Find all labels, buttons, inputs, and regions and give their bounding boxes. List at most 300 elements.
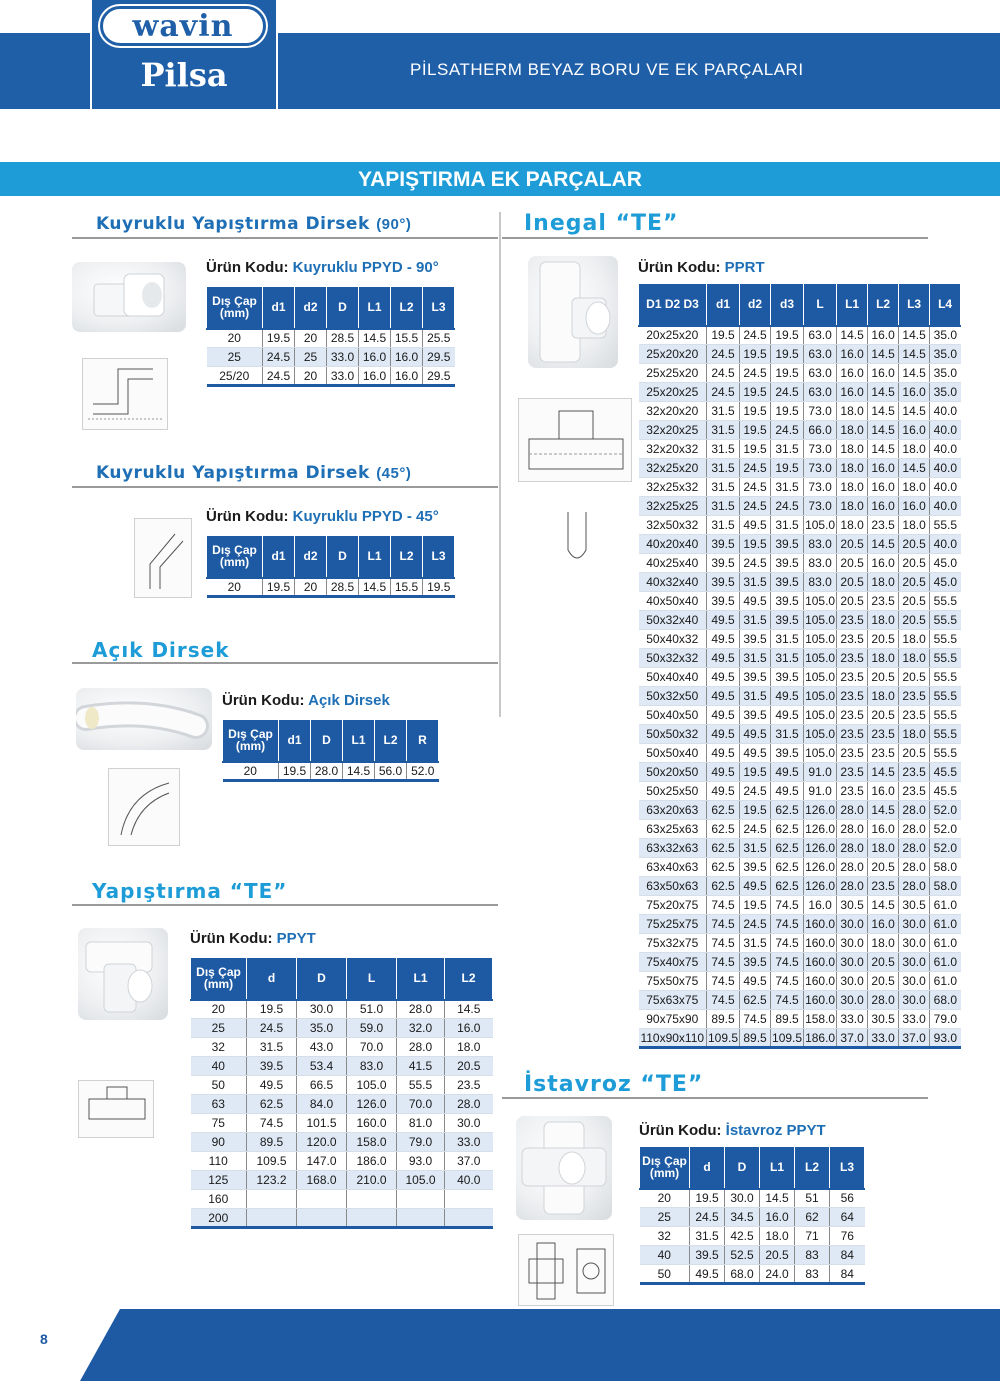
table-cell: 71 [795, 1227, 830, 1246]
table-cell: 18.0 [899, 440, 930, 459]
table-cell: 39.5 [707, 592, 740, 611]
table-row [639, 668, 961, 687]
column-header: d [247, 958, 297, 1000]
table-cell [347, 1209, 397, 1228]
table-cell: 30.5 [868, 1010, 899, 1029]
table-cell: 39.5 [247, 1057, 297, 1076]
table-cell: 89.5 [247, 1133, 297, 1152]
kd45-title [96, 463, 411, 483]
ppyt-code [190, 930, 316, 947]
table-cell: 49.5 [740, 972, 771, 991]
table-row [639, 744, 961, 763]
table-cell: 23.5 [868, 744, 899, 763]
table-cell: 39.5 [771, 592, 804, 611]
table-cell: 63x25x63 [639, 820, 707, 839]
table-cell: 32x20x20 [639, 402, 707, 421]
table-cell: 74.5 [707, 972, 740, 991]
table-cell: 56 [830, 1189, 865, 1208]
table-row [639, 402, 961, 421]
table-cell: 75x40x75 [639, 953, 707, 972]
table-cell: 126.0 [804, 801, 837, 820]
table-cell: 74.5 [771, 934, 804, 953]
table-cell [397, 1209, 445, 1228]
table-cell: 63x40x63 [639, 858, 707, 877]
table-cell: 33.0 [327, 367, 359, 386]
table-row [207, 367, 455, 386]
table-cell: 83 [795, 1246, 830, 1265]
table-cell: 28.5 [327, 578, 359, 597]
kd90-technical-drawing-icon [83, 359, 169, 431]
table-row [640, 1265, 865, 1284]
table-cell: 39.5 [771, 744, 804, 763]
table-cell: 14.5 [868, 345, 899, 364]
table-cell: 14.5 [868, 402, 899, 421]
table-cell: 16.0 [445, 1019, 493, 1038]
table-cell: 31.5 [707, 459, 740, 478]
table-row [639, 1010, 961, 1029]
table-cell: 83.0 [804, 554, 837, 573]
pprt-photo [528, 256, 618, 368]
table-cell: 20 [223, 762, 279, 781]
kd90-drawing [82, 358, 168, 430]
table-cell: 18.0 [899, 630, 930, 649]
ppyt-title: Yapıştırma “TE” [92, 879, 288, 903]
table-row [639, 535, 961, 554]
pprt-table-wrap [638, 283, 961, 1049]
table-cell: 61.0 [930, 934, 961, 953]
table-cell: 20.5 [868, 858, 899, 877]
table-cell: 32x25x25 [639, 497, 707, 516]
kd90-code-value: Kuyruklu PPYD - 90° [292, 259, 439, 276]
table-cell: 210.0 [347, 1171, 397, 1190]
table-row [191, 1095, 493, 1114]
table-cell: 62.5 [771, 858, 804, 877]
istavroz-title: İstavroz “TE” [524, 1072, 704, 1097]
table-cell: 64 [830, 1208, 865, 1227]
table-row [639, 326, 961, 345]
table-cell: 105.0 [347, 1076, 397, 1095]
table-cell: 75x25x75 [639, 915, 707, 934]
table-cell: 14.5 [868, 535, 899, 554]
table-row [639, 972, 961, 991]
table-cell: 37.0 [445, 1152, 493, 1171]
table-cell: 24.5 [740, 497, 771, 516]
ppyt-rule [72, 904, 498, 906]
table-cell [297, 1190, 347, 1209]
table-cell: 16.0 [359, 367, 391, 386]
table-row [639, 516, 961, 535]
table-row [639, 345, 961, 364]
table-row [639, 497, 961, 516]
table-row [191, 1171, 493, 1190]
table-cell: 28.5 [327, 329, 359, 348]
table-cell: 20.5 [868, 668, 899, 687]
table-cell: 51 [795, 1189, 830, 1208]
table-cell: 18.0 [868, 687, 899, 706]
kd45-code [206, 508, 439, 525]
table-row [639, 459, 961, 478]
table-cell: 49.5 [740, 744, 771, 763]
istavroz-code-value: İstavroz PPYT [725, 1122, 826, 1139]
table-cell: 30.0 [899, 953, 930, 972]
table-row [639, 383, 961, 402]
table-cell: 84 [830, 1246, 865, 1265]
table-cell: 89.5 [707, 1010, 740, 1029]
table-cell: 105.0 [804, 649, 837, 668]
table-header-row [207, 536, 455, 578]
table-cell: 55.5 [930, 592, 961, 611]
column-header: L2 [868, 284, 899, 326]
table-cell: 16.0 [868, 326, 899, 345]
table-cell: 24.5 [690, 1208, 725, 1227]
column-header: L2 [795, 1147, 830, 1189]
table-cell: 50 [191, 1076, 247, 1095]
table-cell [445, 1209, 493, 1228]
table-cell: 74.5 [247, 1114, 297, 1133]
table-cell: 186.0 [804, 1029, 837, 1048]
table-cell: 30.0 [837, 972, 868, 991]
pprt-section-drawing [562, 500, 592, 572]
table-cell: 62.5 [771, 801, 804, 820]
table-cell: 74.5 [771, 896, 804, 915]
column-header: L2 [391, 287, 423, 329]
table-row [639, 934, 961, 953]
table-cell: 32.0 [397, 1019, 445, 1038]
column-header: d1 [263, 536, 295, 578]
table-cell: 28.0 [445, 1095, 493, 1114]
table-cell: 28.0 [397, 1000, 445, 1019]
column-header: L1 [837, 284, 868, 326]
table-cell: 75x20x75 [639, 896, 707, 915]
table-cell: 25 [640, 1208, 690, 1227]
column-header: d1 [707, 284, 740, 326]
table-cell: 105.0 [804, 668, 837, 687]
table-cell: 52.0 [930, 839, 961, 858]
table-cell: 49.5 [740, 877, 771, 896]
table-cell: 40.0 [930, 459, 961, 478]
table-cell: 23.5 [868, 725, 899, 744]
table-cell: 31.5 [771, 630, 804, 649]
table-cell: 70.0 [347, 1038, 397, 1057]
table-cell: 16.0 [868, 478, 899, 497]
table-cell: 53.4 [297, 1057, 347, 1076]
table-cell: 83.0 [804, 535, 837, 554]
column-header: L1 [397, 958, 445, 1000]
table-cell: 31.5 [771, 649, 804, 668]
table-cell: 49.5 [707, 706, 740, 725]
table-cell: 28.0 [837, 839, 868, 858]
table-cell: 31.5 [707, 421, 740, 440]
table-cell: 50x50x32 [639, 725, 707, 744]
table-cell: 90x75x90 [639, 1010, 707, 1029]
table-cell: 73.0 [804, 440, 837, 459]
table-cell: 105.0 [804, 611, 837, 630]
table-cell: 14.5 [868, 801, 899, 820]
table-cell: 28.0 [899, 877, 930, 896]
table-cell: 20.5 [899, 592, 930, 611]
table-cell: 62.5 [707, 820, 740, 839]
table-cell: 20 [640, 1189, 690, 1208]
table-cell: 89.5 [771, 1010, 804, 1029]
table-cell: 20.5 [899, 611, 930, 630]
table-cell: 20.5 [837, 592, 868, 611]
table-cell: 23.5 [868, 516, 899, 535]
wavin-logo: wavin [100, 6, 266, 46]
table-cell: 74.5 [771, 953, 804, 972]
column-header: L1 [359, 287, 391, 329]
elbow-90-icon [72, 262, 186, 332]
table-cell: 31.5 [707, 497, 740, 516]
table-cell: 39.5 [771, 611, 804, 630]
table-cell: 62.5 [771, 820, 804, 839]
istavroz-code-label: Ürün Kodu: [639, 1122, 722, 1139]
table-row [639, 877, 961, 896]
table-cell: 58.0 [930, 877, 961, 896]
table-cell: 28.0 [868, 991, 899, 1010]
table-cell: 83.0 [347, 1057, 397, 1076]
ppyt-photo [78, 928, 168, 1020]
table-row [639, 687, 961, 706]
ppyt-code-label: Ürün Kodu: [190, 930, 273, 947]
column-header: Dış Çap (mm) [191, 958, 247, 1000]
column-header: D [327, 536, 359, 578]
tee-icon [78, 928, 168, 1020]
table-cell: 24.5 [740, 915, 771, 934]
kd90-table [206, 286, 455, 387]
table-cell: 89.5 [740, 1029, 771, 1048]
table-cell: 20.5 [899, 554, 930, 573]
table-cell: 23.5 [837, 611, 868, 630]
table-cell: 19.5 [263, 578, 295, 597]
table-cell: 62.5 [771, 839, 804, 858]
table-cell: 39.5 [771, 554, 804, 573]
table-cell: 18.0 [837, 459, 868, 478]
table-cell: 74.5 [771, 972, 804, 991]
table-row [639, 554, 961, 573]
table-cell: 35.0 [930, 383, 961, 402]
table-cell: 20.5 [868, 630, 899, 649]
table-cell: 23.5 [837, 668, 868, 687]
kd45-technical-drawing-icon [135, 519, 193, 599]
table-cell: 75x63x75 [639, 991, 707, 1010]
table-cell: 16.0 [359, 348, 391, 367]
table-cell: 28.0 [899, 839, 930, 858]
table-cell: 62 [795, 1208, 830, 1227]
table-cell: 16.0 [391, 348, 423, 367]
table-cell: 19.5 [740, 896, 771, 915]
ppyt-table [190, 957, 493, 1229]
table-row [639, 782, 961, 801]
table-cell: 32x25x32 [639, 478, 707, 497]
ppyt-code-value: PPYT [276, 930, 316, 947]
column-header: Dış Çap (mm) [207, 287, 263, 329]
table-cell: 18.0 [868, 573, 899, 592]
column-header: L3 [830, 1147, 865, 1189]
table-row [639, 896, 961, 915]
table-row [639, 364, 961, 383]
table-cell: 20.5 [837, 573, 868, 592]
table-cell: 16.0 [804, 896, 837, 915]
table-cell: 20.5 [899, 573, 930, 592]
table-row [191, 1038, 493, 1057]
table-cell: 31.5 [771, 516, 804, 535]
table-cell: 19.5 [771, 364, 804, 383]
column-header: d3 [771, 284, 804, 326]
table-cell: 16.0 [868, 364, 899, 383]
table-row [639, 421, 961, 440]
table-cell: 23.5 [899, 706, 930, 725]
table-cell: 51.0 [347, 1000, 397, 1019]
table-cell: 31.5 [740, 934, 771, 953]
table-cell: 20 [295, 329, 327, 348]
table-cell: 40.0 [930, 421, 961, 440]
istavroz-drawing [518, 1234, 614, 1306]
table-cell: 30.0 [899, 972, 930, 991]
pprt-code [638, 259, 765, 276]
section-title: YAPIŞTIRMA EK PARÇALAR [358, 168, 642, 191]
table-cell: 23.5 [868, 877, 899, 896]
table-cell: 49.5 [740, 592, 771, 611]
table-cell: 126.0 [804, 877, 837, 896]
acik-drawing [108, 768, 180, 846]
table-cell: 49.5 [707, 611, 740, 630]
table-cell: 20 [295, 367, 327, 386]
table-cell: 19.5 [740, 440, 771, 459]
table-cell: 19.5 [423, 578, 455, 597]
table-cell: 31.5 [247, 1038, 297, 1057]
table-cell: 28.0 [837, 877, 868, 896]
table-cell: 18.0 [837, 421, 868, 440]
table-cell: 14.5 [899, 345, 930, 364]
table-cell: 20 [207, 329, 263, 348]
column-header: d [690, 1147, 725, 1189]
column-header: L2 [375, 720, 407, 762]
table-cell: 20.5 [760, 1246, 795, 1265]
table-cell: 18.0 [837, 497, 868, 516]
table-cell: 126.0 [804, 839, 837, 858]
table-cell: 28.0 [837, 801, 868, 820]
table-cell: 23.5 [837, 744, 868, 763]
table-cell: 126.0 [347, 1095, 397, 1114]
pilsa-logo: Pilsa [140, 56, 228, 94]
table-cell: 19.5 [247, 1000, 297, 1019]
table-cell: 14.5 [868, 763, 899, 782]
table-cell: 49.5 [740, 725, 771, 744]
table-cell: 68.0 [725, 1265, 760, 1284]
table-cell: 24.5 [247, 1019, 297, 1038]
table-cell: 50x50x40 [639, 744, 707, 763]
pprt-rule [502, 237, 928, 239]
column-header: D [725, 1147, 760, 1189]
table-cell: 29.5 [423, 367, 455, 386]
table-row [639, 1029, 961, 1048]
table-cell: 101.5 [297, 1114, 347, 1133]
table-cell: 24.5 [740, 554, 771, 573]
table-cell: 14.5 [359, 329, 391, 348]
table-cell: 109.5 [707, 1029, 740, 1048]
column-header: L4 [930, 284, 961, 326]
table-cell: 19.5 [279, 762, 311, 781]
table-cell: 31.5 [707, 440, 740, 459]
table-cell: 23.5 [445, 1076, 493, 1095]
table-cell: 63.0 [804, 345, 837, 364]
table-cell [247, 1190, 297, 1209]
table-row [639, 706, 961, 725]
table-row [639, 858, 961, 877]
table-cell: 25x20x25 [639, 383, 707, 402]
table-cell: 39.5 [740, 668, 771, 687]
table-cell: 74.5 [740, 1010, 771, 1029]
table-cell: 30.0 [837, 915, 868, 934]
table-cell: 19.5 [707, 326, 740, 345]
table-cell: 63.0 [804, 383, 837, 402]
table-cell: 160.0 [804, 915, 837, 934]
table-header-row [223, 720, 439, 762]
table-cell: 16.0 [837, 345, 868, 364]
table-cell: 49.5 [707, 630, 740, 649]
table-cell: 37.0 [837, 1029, 868, 1048]
table-cell: 50x32x32 [639, 649, 707, 668]
acik-technical-drawing-icon [109, 769, 181, 847]
table-cell: 14.5 [359, 578, 391, 597]
table-cell: 126.0 [804, 858, 837, 877]
table-cell: 74.5 [707, 896, 740, 915]
table-cell: 31.5 [707, 516, 740, 535]
kd90-table-wrap [206, 286, 455, 387]
table-cell: 18.0 [868, 611, 899, 630]
table-cell: 31.5 [707, 402, 740, 421]
table-cell: 32 [640, 1227, 690, 1246]
table-cell: 49.5 [707, 725, 740, 744]
pprt-title: Inegal “TE” [524, 211, 679, 236]
table-row [639, 478, 961, 497]
table-cell: 55.5 [930, 706, 961, 725]
table-cell: 93.0 [930, 1029, 961, 1048]
table-cell: 74.5 [771, 915, 804, 934]
table-cell: 23.5 [837, 763, 868, 782]
column-header: L2 [445, 958, 493, 1000]
table-cell: 73.0 [804, 478, 837, 497]
table-cell: 18.0 [899, 478, 930, 497]
column-header: R [407, 720, 439, 762]
table-header-row [639, 284, 961, 326]
table-row [639, 915, 961, 934]
table-cell: 62.5 [707, 858, 740, 877]
table-cell: 45.5 [930, 763, 961, 782]
table-cell: 24.5 [707, 383, 740, 402]
kd45-title-suffix: (45°) [376, 465, 412, 482]
table-cell: 105.0 [804, 725, 837, 744]
table-cell: 75x50x75 [639, 972, 707, 991]
acik-table [222, 719, 439, 782]
table-cell [297, 1209, 347, 1228]
table-cell: 24.0 [760, 1265, 795, 1284]
table-cell: 93.0 [397, 1152, 445, 1171]
table-cell: 105.0 [804, 516, 837, 535]
table-cell: 25 [191, 1019, 247, 1038]
table-cell: 16.0 [837, 383, 868, 402]
table-cell: 39.5 [740, 630, 771, 649]
table-cell: 33.0 [327, 348, 359, 367]
table-cell: 50 [640, 1265, 690, 1284]
table-cell: 61.0 [930, 972, 961, 991]
table-cell: 18.0 [837, 516, 868, 535]
table-cell: 62.5 [247, 1095, 297, 1114]
table-cell: 66.5 [297, 1076, 347, 1095]
table-cell: 16.0 [868, 915, 899, 934]
column-header: L1 [359, 536, 391, 578]
istavroz-technical-drawing-icon [519, 1235, 615, 1307]
